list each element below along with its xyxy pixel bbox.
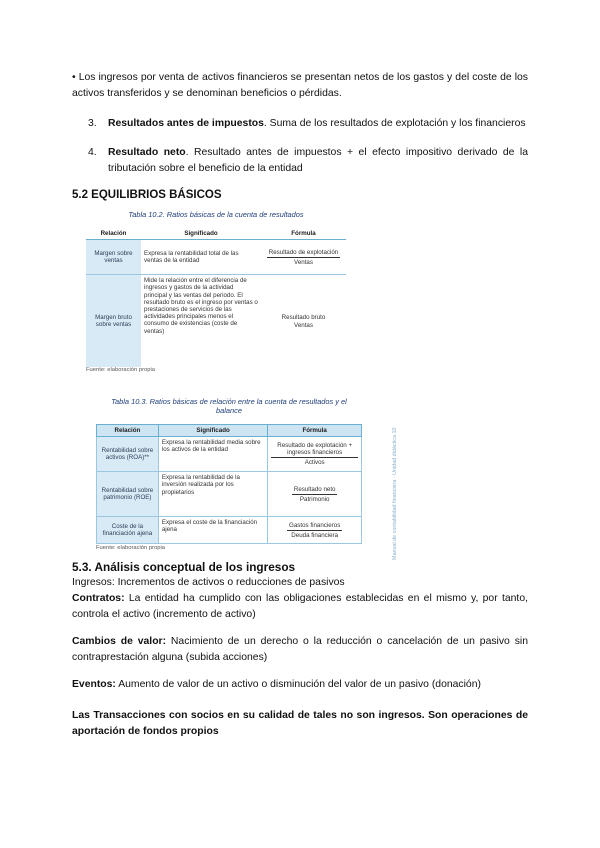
intro-bullet: • Los ingresos por venta de activos financieros se presentan netos de los gastos y del coste de los activos transferidos y se denominan beneficios o pérdidas. xyxy=(72,72,528,99)
relation-cell: Margen sobre ventas xyxy=(86,240,141,275)
meaning-cell: Expresa la rentabilidad total de las ventas de la entidad xyxy=(141,240,261,275)
ratios-table-10-2 xyxy=(86,228,346,367)
table-header-cell: Fórmula xyxy=(261,228,346,240)
side-note: Manual de contabilidad financiera · Unidad didáctica 10 xyxy=(392,427,398,560)
table2-source: Fuente: elaboración propia xyxy=(96,545,165,551)
formula-denominator: Activos xyxy=(304,459,325,467)
section-heading-5-3: 5.3. Análisis conceptual de los ingresos xyxy=(72,560,296,574)
paragraph-term: Cambios de valor: xyxy=(72,636,167,647)
relation-cell: Rentabilidad sobre activos (ROA)** xyxy=(97,437,159,472)
table-row xyxy=(97,437,362,472)
formula-denominator: Ventas xyxy=(294,258,313,266)
table-header-cell: Significado xyxy=(141,228,261,240)
formula-cell xyxy=(261,240,346,275)
table2-caption: Tabla 10.3. Ratios básicas de relación entre la cuenta de resultados y el balance xyxy=(111,397,347,415)
table-header-cell: Relación xyxy=(86,228,141,240)
paragraph-text: La entidad ha cumplido con las obligaciones establecidas en el mismo y, por tanto, controla el activo (incremento de activo) xyxy=(72,593,528,620)
meaning-cell: Expresa el coste de la financiación ajena xyxy=(158,517,268,544)
formula-cell xyxy=(268,472,362,517)
meaning-cell: Expresa la rentabilidad de la inversión realizada por los propietarios xyxy=(158,472,268,517)
table-row xyxy=(97,517,362,544)
table-header-row xyxy=(97,425,362,437)
table-header-row xyxy=(86,228,346,240)
paragraph-eventos xyxy=(72,677,528,693)
table1-source: Fuente: elaboración propia xyxy=(86,367,155,373)
paragraph-text: Nacimiento de un derecho o la reducción o cancelación de un pasivo sin contraprestación alguna (subida acciones) xyxy=(72,636,528,663)
formula-denominator: Deuda financiera xyxy=(291,531,339,539)
table-header-cell: Relación xyxy=(97,425,159,437)
list-text: . Suma de los resultados de explotación y los financieros xyxy=(263,118,526,129)
list-term: Resultado neto xyxy=(108,147,186,158)
relation-cell: Margen bruto sobre ventas xyxy=(86,275,141,368)
paragraph-contratos xyxy=(72,591,528,623)
list-number: 4. xyxy=(88,147,97,158)
formula-numerator: Resultado bruto xyxy=(281,313,326,321)
table-row xyxy=(86,275,346,368)
table-header-cell: Fórmula xyxy=(268,425,362,437)
table1-caption: Tabla 10.2. Ratios básicas de la cuenta de resultados xyxy=(128,210,304,219)
table-header-cell: Significado xyxy=(158,425,268,437)
list-text: . Resultado antes de impuestos + el efecto impositivo derivado de la tributación sobre el beneficio de la entidad xyxy=(108,147,528,174)
list-number: 3. xyxy=(88,118,97,129)
formula-denominator: Patrimonio xyxy=(299,495,330,503)
meaning-cell: Expresa la rentabilidad media sobre los activos de la entidad xyxy=(158,437,268,472)
formula-numerator: Resultado de explotación xyxy=(267,249,341,258)
final-statement: Las Transacciones con socios en su calidad de tales no son ingresos. Son operaciones de aportación de fondos propios xyxy=(72,710,528,737)
ratios-table-10-3 xyxy=(96,424,362,544)
list-term: Resultados antes de impuestos xyxy=(108,118,264,129)
paragraph-term: Eventos: xyxy=(72,679,116,690)
table-row xyxy=(86,240,346,275)
table-row xyxy=(97,472,362,517)
relation-cell: Coste de la financiación ajena xyxy=(97,517,159,544)
relation-cell: Rentabilidad sobre patrimonio (ROE) xyxy=(97,472,159,517)
paragraph-cambios-valor xyxy=(72,634,528,666)
formula-numerator: Resultado neto xyxy=(292,486,338,495)
ingresos-definition: Ingresos: Incrementos de activos o reducciones de pasivos xyxy=(72,577,345,588)
formula-cell xyxy=(261,275,346,368)
meaning-cell: Mide la relación entre el diferencia de ingresos y gastos de la actividad principal y las ventas del periodo. El resultado bruto es el ingreso por ventas o prestaciones de servicios de las actividades principales menos el consumo de existencias (coste de ventas) xyxy=(144,277,258,335)
formula-cell xyxy=(268,437,362,472)
formula-denominator: Ventas xyxy=(294,321,313,329)
paragraph-term: Contratos: xyxy=(72,593,125,604)
paragraph-text: Aumento de valor de un activo o disminución del valor de un pasivo (donación) xyxy=(115,679,481,690)
formula-numerator: Gastos financieros xyxy=(287,522,342,531)
formula-numerator: Resultado de explotación + ingresos financieros xyxy=(271,442,358,458)
list-item-3 xyxy=(88,116,528,132)
list-item-4 xyxy=(88,145,528,177)
section-heading-5-2: 5.2 EQUILIBRIOS BÁSICOS xyxy=(72,189,222,201)
formula-cell xyxy=(268,517,362,544)
